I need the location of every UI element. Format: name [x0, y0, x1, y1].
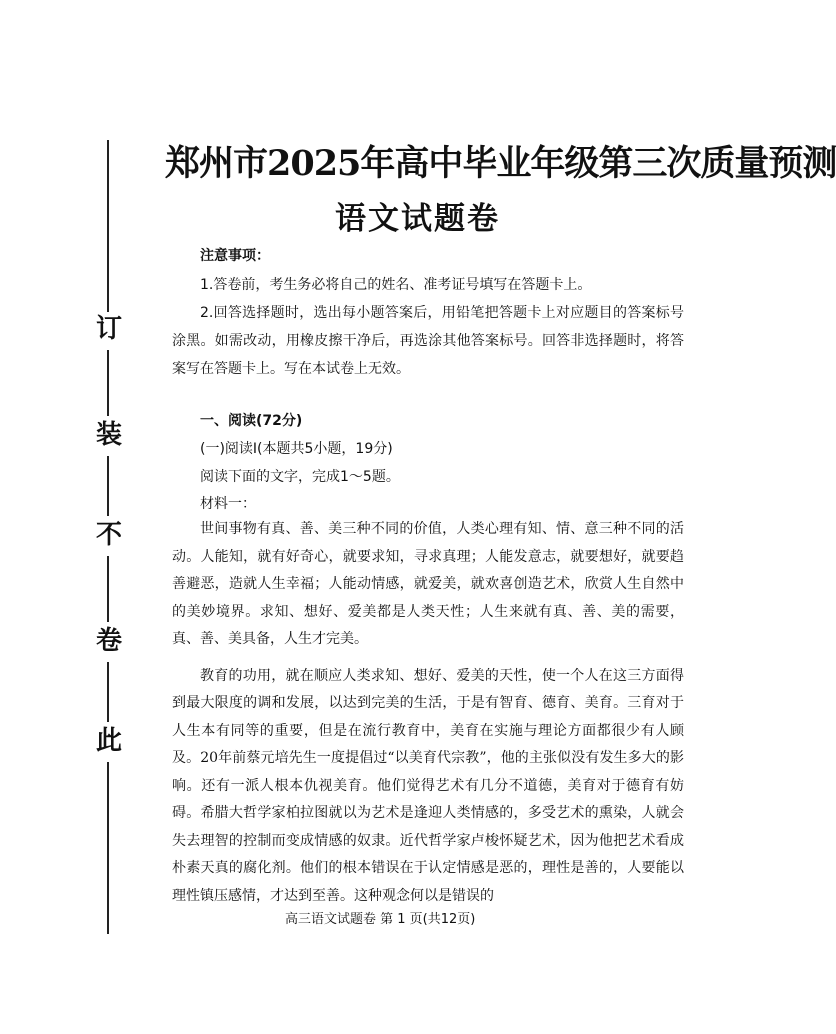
- notice-item: 2.回答选择题时，选出每小题答案后，用铅笔把答题卡上对应题目的答案标号涂黑。如需改动，用橡皮擦干净后，再选涂其他答案标号。回答非选择题时，将答案写在答题卡上。写在本试卷上无效。: [172, 305, 684, 377]
- binding-char-bu: 不: [95, 520, 122, 550]
- part-heading: 一、阅读(72分): [200, 413, 303, 429]
- exam-title: 郑州市2025年高中毕业年级第三次质量预测: [165, 143, 836, 184]
- binding-strip: [0, 0, 140, 1034]
- notice-list: [172, 271, 684, 383]
- binding-line: [107, 556, 109, 622]
- page-footer: 高三语文试题卷 第 1 页(共12页): [285, 912, 476, 927]
- passage-paragraph: 世间事物有真、善、美三种不同的价值，人类心理有知、情、意三种不同的活动。人能知，就有好奇心，就要求知，寻求真理；人能发意志，就要想好，就要趋善避恶，造就人生幸福；人能动情感，就爱美，就欢喜创造艺术，欣赏人生自然中的美妙境界。求知、想好、爱美都是人类天性；人生来就有真、善、美的需要，真、善、美具备，人生才完美。: [172, 521, 684, 647]
- binding-line: [107, 140, 109, 312]
- passage-paragraph: 教育的功用，就在顺应人类求知、想好、爱美的天性，使一个人在这三方面得到最大限度的调和发展，以达到完美的生活，于是有智育、德育、美育。三育对于人生本有同等的重要，但是在流行教育中，美育在实施与理论方面都很少有人顾及。20年前蔡元培先生一度提倡过“以美育代宗教”，他的主张似没有发生多大的影响。还有一派人根本仇视美育。他们觉得艺术有几分不道德，美育对于德育有妨碍。希腊大哲学家柏拉图就以为艺术是逢迎人类情感的，多受艺术的熏染，人就会失去理智的控制而变成情感的奴隶。近代哲学家卢梭怀疑艺术，因为他把艺术看成朴素天真的腐化剂。他们的根本错误在于认定情感是恶的，理性是善的，人要能以理性镇压感情，才达到至善。这种观念何以是错误的: [172, 667, 684, 904]
- binding-line: [107, 662, 109, 722]
- binding-line: [107, 456, 109, 516]
- notice-item: 1.答卷前，考生务必将自己的姓名、准考证号填写在答题卡上。: [200, 277, 592, 293]
- binding-char-juan: 卷: [95, 626, 122, 656]
- binding-char-zhuang: 装: [95, 420, 122, 450]
- material-label: 材料一：: [200, 496, 256, 512]
- binding-line: [107, 350, 109, 416]
- notice-heading: 注意事项：: [200, 248, 270, 264]
- instruction: 阅读下面的文字，完成1～5题。: [200, 469, 400, 485]
- binding-line: [107, 762, 109, 934]
- binding-char-ding: 订: [95, 314, 122, 344]
- passage: [172, 516, 684, 919]
- binding-char-ci: 此: [95, 726, 122, 756]
- exam-subtitle: 语文试题卷: [335, 201, 500, 237]
- subpart-heading: (一)阅读Ⅰ(本题共5小题，19分): [200, 441, 393, 457]
